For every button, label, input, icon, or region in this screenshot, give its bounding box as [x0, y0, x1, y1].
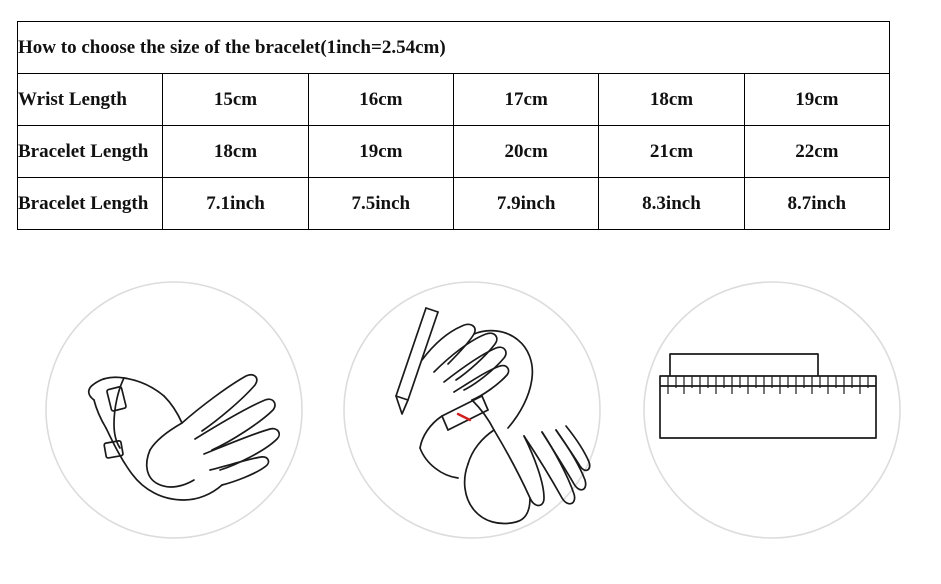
pen-tip-icon [396, 396, 408, 414]
size-table-container [17, 21, 890, 230]
cell-bracelet-inch-1: 7.1inch [163, 178, 308, 230]
circle-outline-icon [644, 282, 900, 538]
string-outline-icon [670, 354, 818, 376]
marking-string-on-wrist-illustration [330, 268, 615, 553]
cell-bracelet-inch-2: 7.5inch [308, 178, 453, 230]
table-row [18, 126, 890, 178]
cell-wrist-5: 19cm [744, 74, 889, 126]
hand-with-bracelet-illustration [32, 268, 317, 553]
cell-bracelet-cm-1: 18cm [163, 126, 308, 178]
table-title: How to choose the size of the bracelet(1inch=2.54cm) [18, 22, 890, 74]
table-row [18, 74, 890, 126]
cell-bracelet-cm-5: 22cm [744, 126, 889, 178]
pen-body-icon [396, 308, 426, 396]
row-label-bracelet-length-cm: Bracelet Length [18, 126, 163, 178]
cell-bracelet-cm-2: 19cm [308, 126, 453, 178]
size-table [17, 21, 890, 230]
row-label-wrist-length: Wrist Length [18, 74, 163, 126]
cell-bracelet-inch-3: 7.9inch [453, 178, 598, 230]
illustrations-row [0, 268, 941, 568]
ruler-ticks-icon [668, 376, 868, 394]
cell-wrist-2: 16cm [308, 74, 453, 126]
cell-bracelet-inch-5: 8.7inch [744, 178, 889, 230]
row-label-bracelet-length-inch: Bracelet Length [18, 178, 163, 230]
cell-wrist-4: 18cm [599, 74, 744, 126]
mark-line-icon [458, 414, 470, 420]
circle-outline-icon [344, 282, 600, 538]
cell-bracelet-inch-4: 8.3inch [599, 178, 744, 230]
ruler-measuring-illustration [630, 268, 915, 553]
table-title-row [18, 22, 890, 74]
table-row [18, 178, 890, 230]
cell-wrist-3: 17cm [453, 74, 598, 126]
cell-bracelet-cm-4: 21cm [599, 126, 744, 178]
cell-wrist-1: 15cm [163, 74, 308, 126]
cell-bracelet-cm-3: 20cm [453, 126, 598, 178]
